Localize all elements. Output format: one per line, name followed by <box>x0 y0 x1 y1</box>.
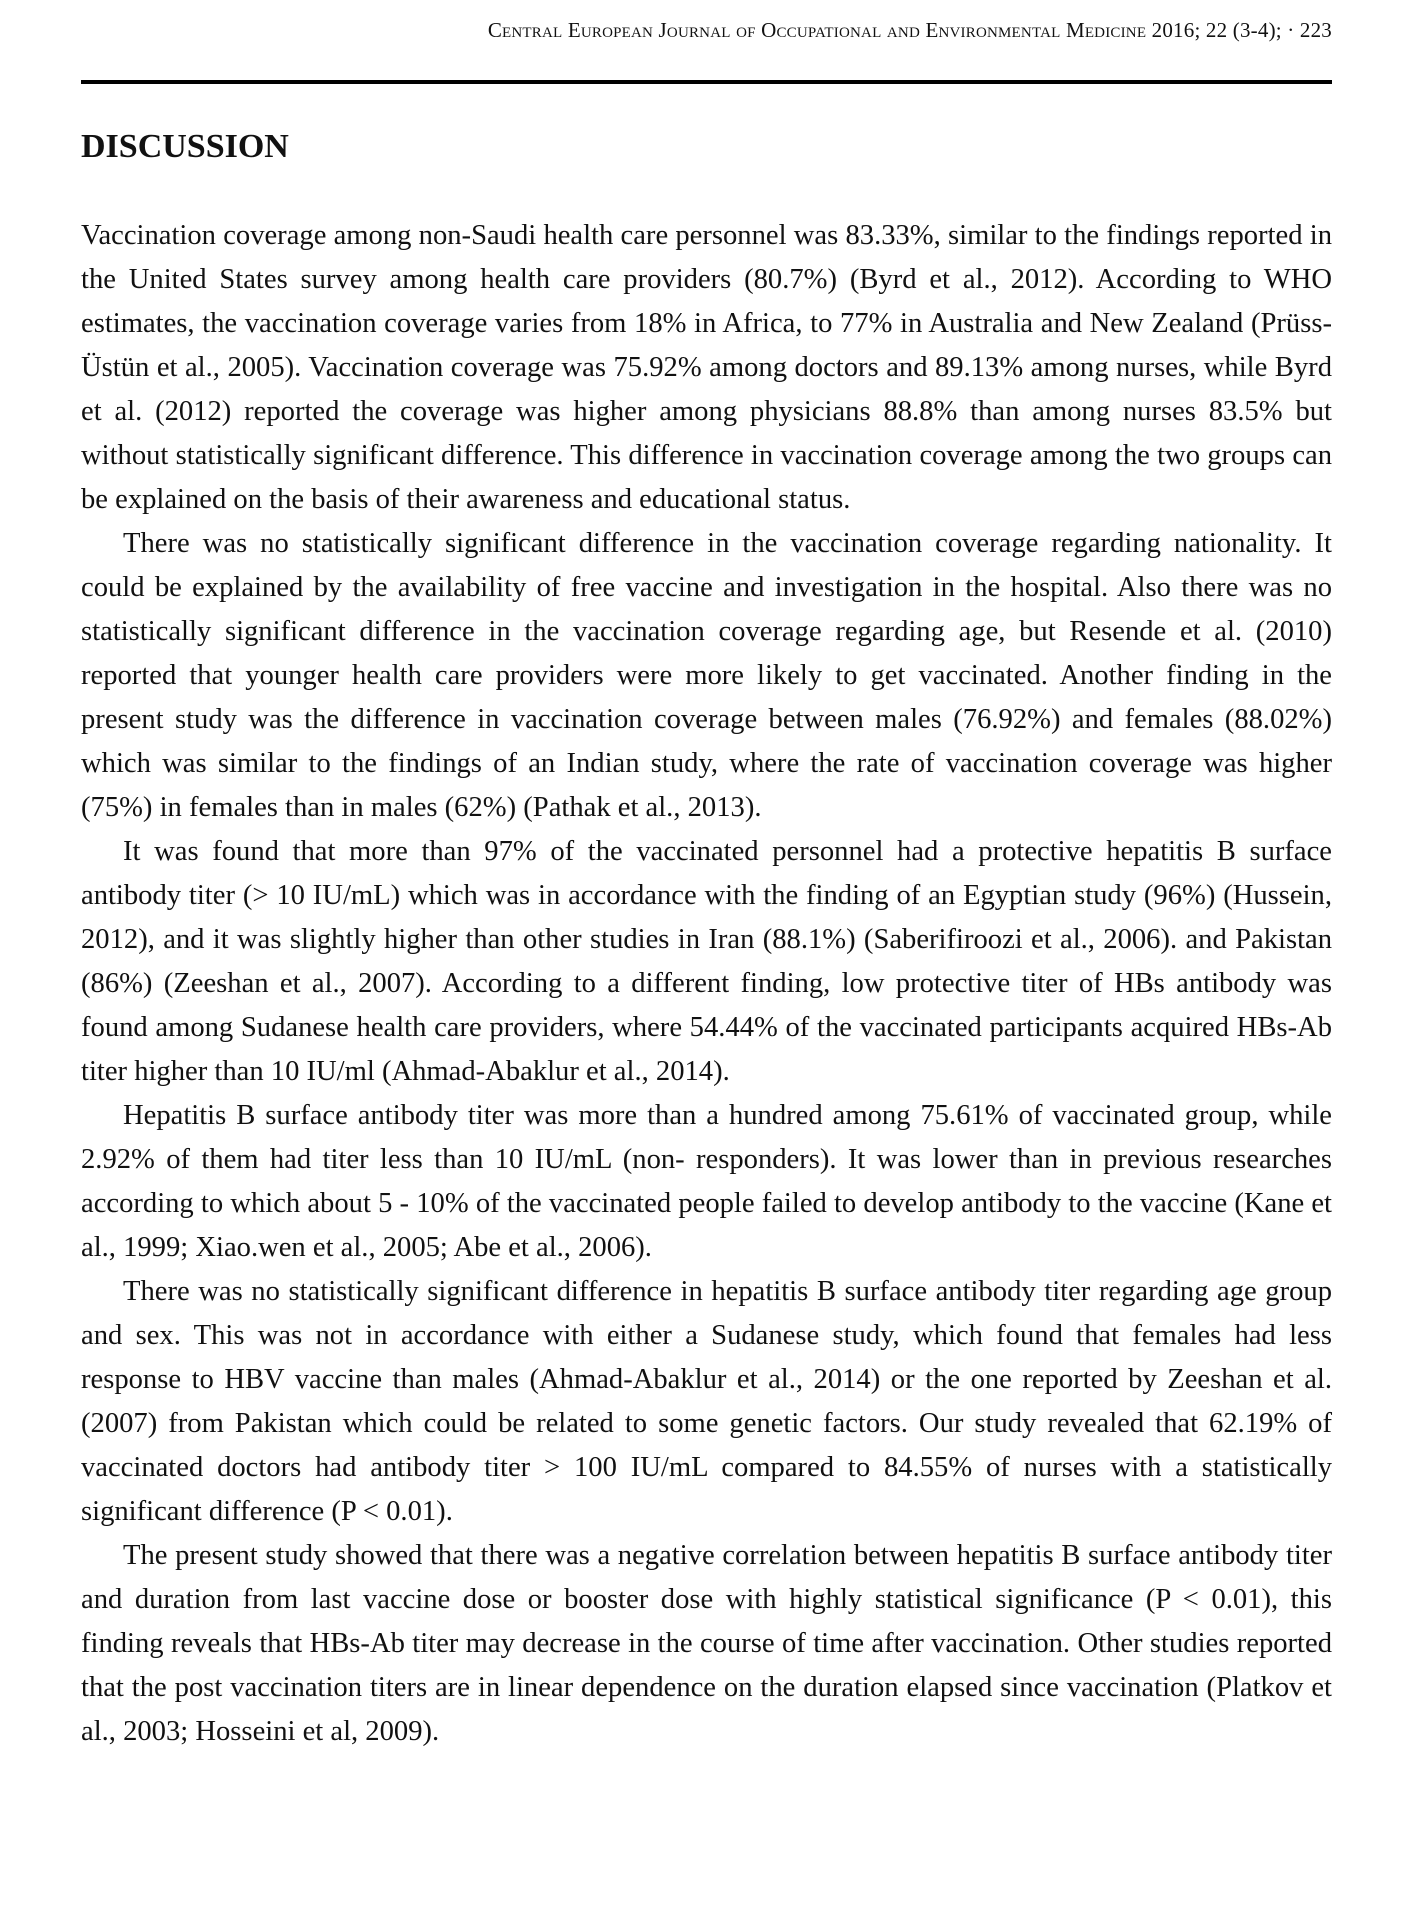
section-heading: DISCUSSION <box>81 128 289 165</box>
paragraph: It was found that more than 97% of the vaccinated personnel had a protective hepatitis B surface antibody titer (> 10 IU/mL) which was in accordance with the finding of an Egyptian study (96%) (Hussein, 2012), and it was slightly higher than other studies in Iran (88.1%) (Saberifiroozi et al., 2006). and Pakistan (86%) (Zeeshan et al., 2007). According to a different finding, low protective titer of HBs antibody was found among Sudanese health care providers, where 54.44% of the vaccinated participants acquired HBs-Ab titer higher than 10 IU/ml (Ahmad-Abaklur et al., 2014). <box>81 836 1332 1087</box>
header-rule <box>81 80 1332 84</box>
discussion-body <box>81 214 1332 1754</box>
paragraph: There was no statistically significant difference in the vaccination coverage regarding nationality. It could be explained by the availability of free vaccine and investigation in the hospital. Also there was no statistically significant difference in the vaccination coverage regarding age, but Resende et al. (2010) reported that younger health care providers were more likely to get vaccinated. Another finding in the present study was the difference in vaccination coverage between males (76.92%) and females (88.02%) which was similar to the findings of an Indian study, where the rate of vaccination coverage was higher (75%) in females than in males (62%) (Pathak et al., 2013). <box>81 528 1332 823</box>
paragraph: Vaccination coverage among non-Saudi health care personnel was 83.33%, similar to the findings reported in the United States survey among health care providers (80.7%) (Byrd et al., 2012). According to WHO estimates, the vaccination coverage varies from 18% in Africa, to 77% in Australia and New Zealand (Prüss-Üstün et al., 2005). Vaccination coverage was 75.92% among doctors and 89.13% among nurses, while Byrd et al. (2012) reported the coverage was higher among physicians 88.8% than among nurses 83.5% but without statistically significant difference. This difference in vaccination coverage among the two groups can be explained on the basis of their awareness and educational status. <box>81 220 1332 515</box>
paragraph: The present study showed that there was a negative correlation between hepatitis B surface antibody titer and duration from last vaccine dose or booster dose with highly statistical significance (P < 0.01), this finding reveals that HBs-Ab titer may decrease in the course of time after vaccination. Other studies reported that the post vaccination titers are in linear dependence on the duration elapsed since vaccination (Platkov et al., 2003; Hosseini et al, 2009). <box>81 1540 1332 1747</box>
paragraph: Hepatitis B surface antibody titer was more than a hundred among 75.61% of vaccinated group, while 2.92% of them had titer less than 10 IU/mL (non- responders). It was lower than in previous researches according to which about 5 - 10% of the vaccinated people failed to develop antibody to the vaccine (Kane et al., 1999; Xiao.wen et al., 2005; Abe et al., 2006). <box>81 1100 1332 1263</box>
running-header: Central European Journal of Occupational and Environmental Medicine 2016; 22 (3-4); · 223 <box>487 18 1332 42</box>
paragraph: There was no statistically significant difference in hepatitis B surface antibody titer regarding age group and sex. This was not in accordance with either a Sudanese study, which found that females had less response to HBV vaccine than males (Ahmad-Abaklur et al., 2014) or the one reported by Zeeshan et al. (2007) from Pakistan which could be related to some genetic factors. Our study revealed that 62.19% of vaccinated doctors had antibody titer > 100 IU/mL compared to 84.55% of nurses with a statistically significant difference (P < 0.01). <box>81 1276 1332 1527</box>
